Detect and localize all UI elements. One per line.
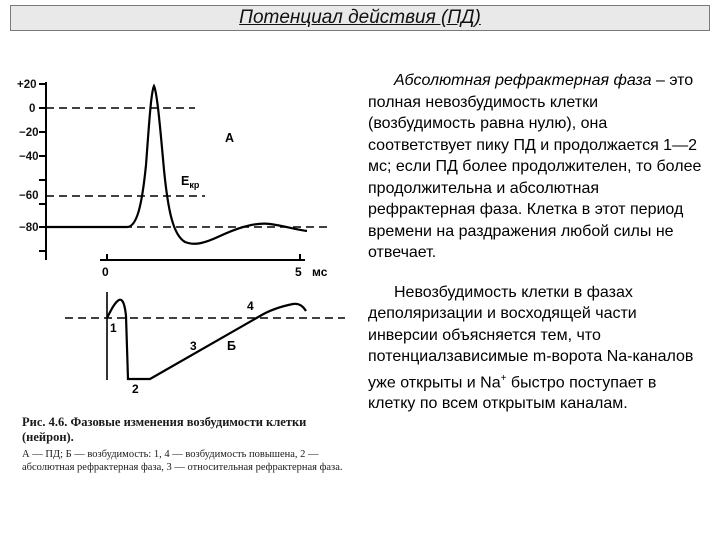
graph-a-label: А <box>225 131 235 145</box>
term-absolute-refractory: Абсолютная рефрактерная фаза <box>394 72 652 89</box>
threshold-label: Е <box>181 174 190 188</box>
y-tick-label: 0 <box>29 103 36 115</box>
action-potential-curve <box>46 86 307 244</box>
y-tick-label: −20 <box>19 127 39 139</box>
sodium-charge: + <box>500 372 507 384</box>
paragraph-absolute-refractory <box>368 70 708 264</box>
paragraph-inexcitability <box>368 282 708 415</box>
paragraph2-end: быстро поступает в клетку по всем открытым каналам. <box>368 373 657 413</box>
phase-label-2: 2 <box>132 382 139 396</box>
y-tick-label: +20 <box>17 79 37 91</box>
x-tick-label: 0 <box>102 265 109 279</box>
y-tick-label: −60 <box>19 190 39 202</box>
slide-title: Потенциал действия (ПД) <box>239 7 481 28</box>
caption-text: А — ПД; Б — возбудимость: 1, 4 — возбудимость повышена, 2 — абсолютная рефрактерная фаза, 3 — относительная рефрактерная фаза. <box>22 449 343 473</box>
slide-title-bar <box>10 5 710 31</box>
caption-title: Рис. 4.6. Фазовые изменения возбудимости клетки (нейрон). <box>22 415 307 444</box>
phase-label-1: 1 <box>110 321 117 335</box>
phase-label-4: 4 <box>247 299 254 313</box>
phase-label-3: 3 <box>190 339 197 353</box>
y-tick-label: −80 <box>19 222 39 234</box>
svg-text:Екр <box>181 174 200 190</box>
x-tick-label: 5 <box>295 265 302 279</box>
paragraph2-body: Невозбудимость клетки в фазах деполяризации и восходящей части инверсии объясняется тем, что потенциалзависимые m-ворота Na-каналов уже открыты и Na <box>368 283 694 391</box>
threshold-label-subscript: кр <box>189 180 200 190</box>
graph-a-y-ticks <box>39 84 46 251</box>
x-unit-label: мс <box>312 265 328 279</box>
graph-b-label: Б <box>227 339 236 353</box>
excitability-curve <box>107 300 306 379</box>
figure-caption <box>22 415 352 474</box>
paragraph1-body: – это полная невозбудимость клетки (возбудимость равна нулю), она соответствует пику ПД и продолжается 1—2 мс; если ПД более продолжителен, то более продолжительна и абсолютная рефрактерная фаза. Клетка в этот период времени на раздражения любой силы не отвечает. <box>368 72 702 261</box>
y-tick-label: −40 <box>19 151 39 163</box>
slide-text <box>368 70 708 415</box>
